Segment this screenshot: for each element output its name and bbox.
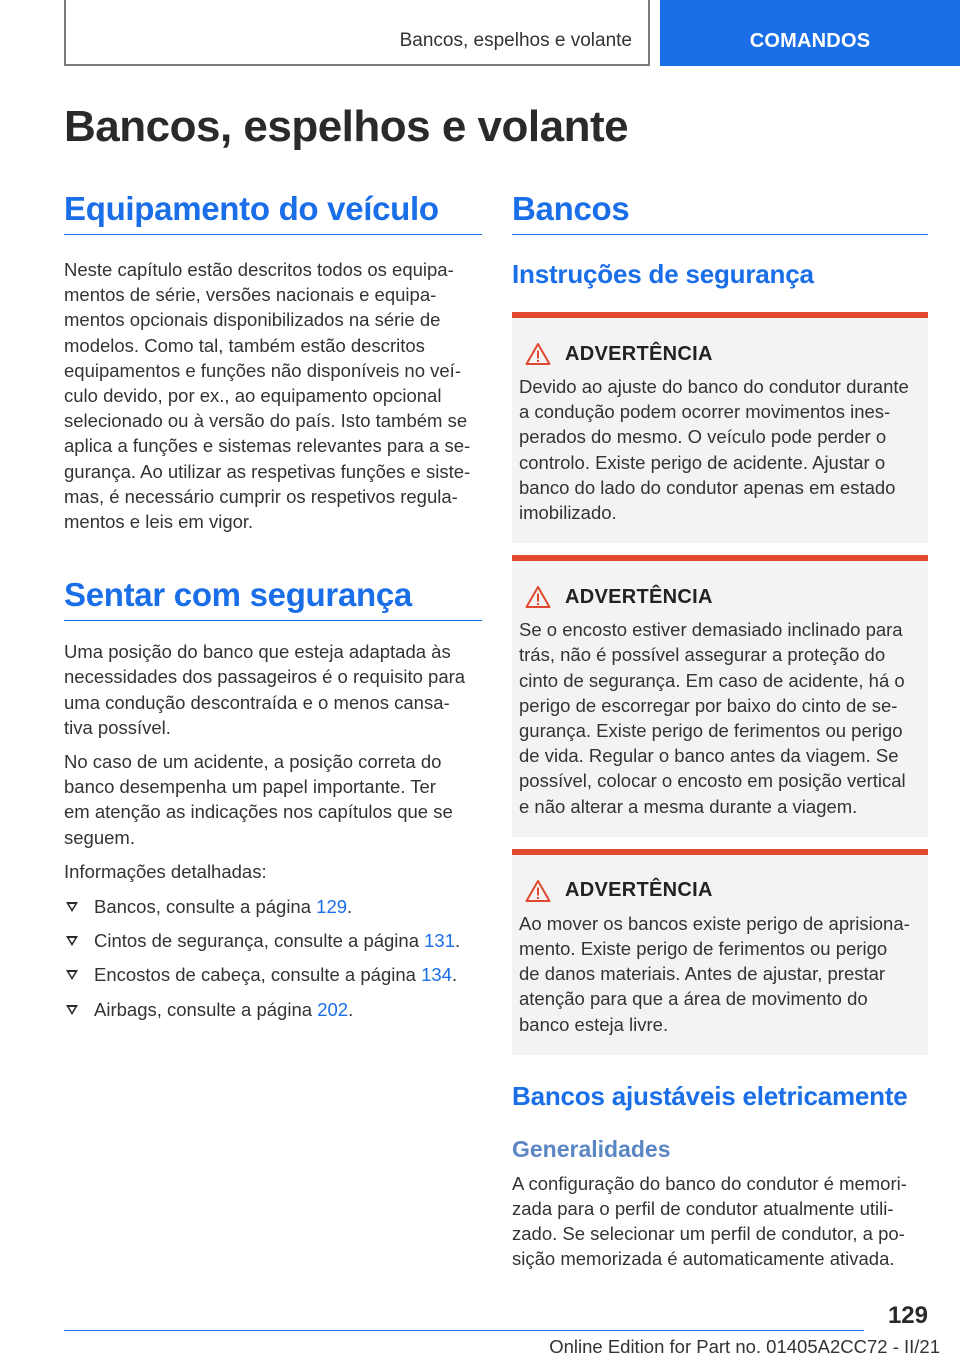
warning-title: ADVERTÊNCIA [565,585,713,608]
section-title-equipamento: Equipamento do veículo [64,190,482,235]
subsubsection-title-generalidades: Generalidades [512,1135,671,1162]
page-number: 129 [887,1302,928,1329]
warning-triangle-icon [525,879,551,903]
triangle-bullet-icon [66,970,78,980]
page-title: Bancos, espelhos e volante [64,102,629,151]
section-body-equipamento: Neste capítulo estão descritos todos os equipa- mentos de série, versões nacionais e equipa- mentos opcionais disponibilizados na série de modelos. Como tal, também estão descritos equipamentos e funções não disponíveis no veí- culo devido, por ex., ao equipamento opcional selecionado ou à versão do país. Isto também se aplica a funções e sistemas relevantes para a se- gurança. Ao utilizar as respetivas funções e siste- mas, é necessário cumprir os respetivos regula- mentos e leis em vigor. [64,259,471,533]
footer-edition: Online Edition for Part no. 01405A2CC72 - II/21 [549,1336,940,1357]
triangle-bullet-icon [66,1005,78,1015]
warning-title: ADVERTÊNCIA [565,879,713,902]
reference-list [64,894,482,1022]
section-title-bancos: Bancos [512,190,928,235]
section-title-sentar: Sentar com segurança [64,576,482,621]
warning-box [512,849,928,1055]
list-item: Encostos de cabeça, consulte a página 134. [64,962,482,987]
warning-text: Se o encosto estiver demasiado inclinado para trás, não é possível assegurar a proteção do cinto de segurança. Em caso de acidente, há o perigo de escorregar por baixo do cinto de se- gurança. Existe perigo de ferimentos ou perigo de vida. Regular o banco antes da viagem. Se possível, colocar o encosto em posição vertical e não alterar a mesma durante a viagem. [519,619,906,817]
triangle-bullet-icon [66,936,78,946]
paragraph-sentar-2: No caso de um acidente, a posição correta do banco desempenha um papel importante. Ter em atenção as indicações nos capítulos que se seguem. [64,751,453,848]
header-chapter-tab[interactable] [660,0,960,66]
header-section-title: Bancos, espelhos e volante [399,30,632,51]
footer-rule [64,1330,864,1331]
warning-box [512,555,928,837]
warning-triangle-icon [525,342,551,366]
header-chapter-label: COMANDOS [749,30,871,52]
subsection-title-seguranca: Instruções de segurança [512,259,814,289]
list-item: Cintos de segurança, consulte a página 131. [64,928,482,953]
subsection-title-eletricos: Bancos ajustáveis eletricamente [512,1080,908,1111]
warning-title: ADVERTÊNCIA [565,342,713,365]
page-link[interactable]: 202 [317,998,349,1020]
left-column [64,190,482,1031]
warning-text: Ao mover os bancos existe perigo de aprisiona- mento. Existe perigo de ferimentos ou perigo de danos materiais. Antes de ajustar, prestar atenção para que a área de movimento do banco esteja livre. [519,912,910,1035]
right-column [512,190,928,1272]
triangle-bullet-icon [66,902,78,912]
paragraph-sentar-1: Uma posição do banco que esteja adaptada às necessidades dos passageiros é o requisito para uma condução descontraída e o menos cansa- tiva possível. [64,641,466,738]
page-link[interactable]: 134 [421,964,452,986]
warning-triangle-icon [525,585,551,609]
paragraph-generalidades: A configuração do banco do condutor é memori- zada para o perfil de condutor atualmente utili- zado. Se selecionar um perfil de condutor, a po- sição memorizada é automaticamente ativada. [512,1172,907,1270]
list-item: Airbags, consulte a página 202. [64,997,482,1022]
page-link[interactable]: 131 [424,930,456,952]
paragraph-info-detalhadas: Informações detalhadas: [64,860,267,882]
warning-box [512,312,928,543]
header-section-box [64,0,650,66]
list-item: Bancos, consulte a página 129. [64,894,482,919]
warning-text: Devido ao ajuste do banco do condutor durante a condução podem ocorrer movimentos ines- perados do mesmo. O veículo pode perder o controlo. Existe perigo de acidente. Ajustar o banco do lado do condutor apenas em estado imobilizado. [519,376,909,524]
page-link[interactable]: 129 [316,896,348,918]
